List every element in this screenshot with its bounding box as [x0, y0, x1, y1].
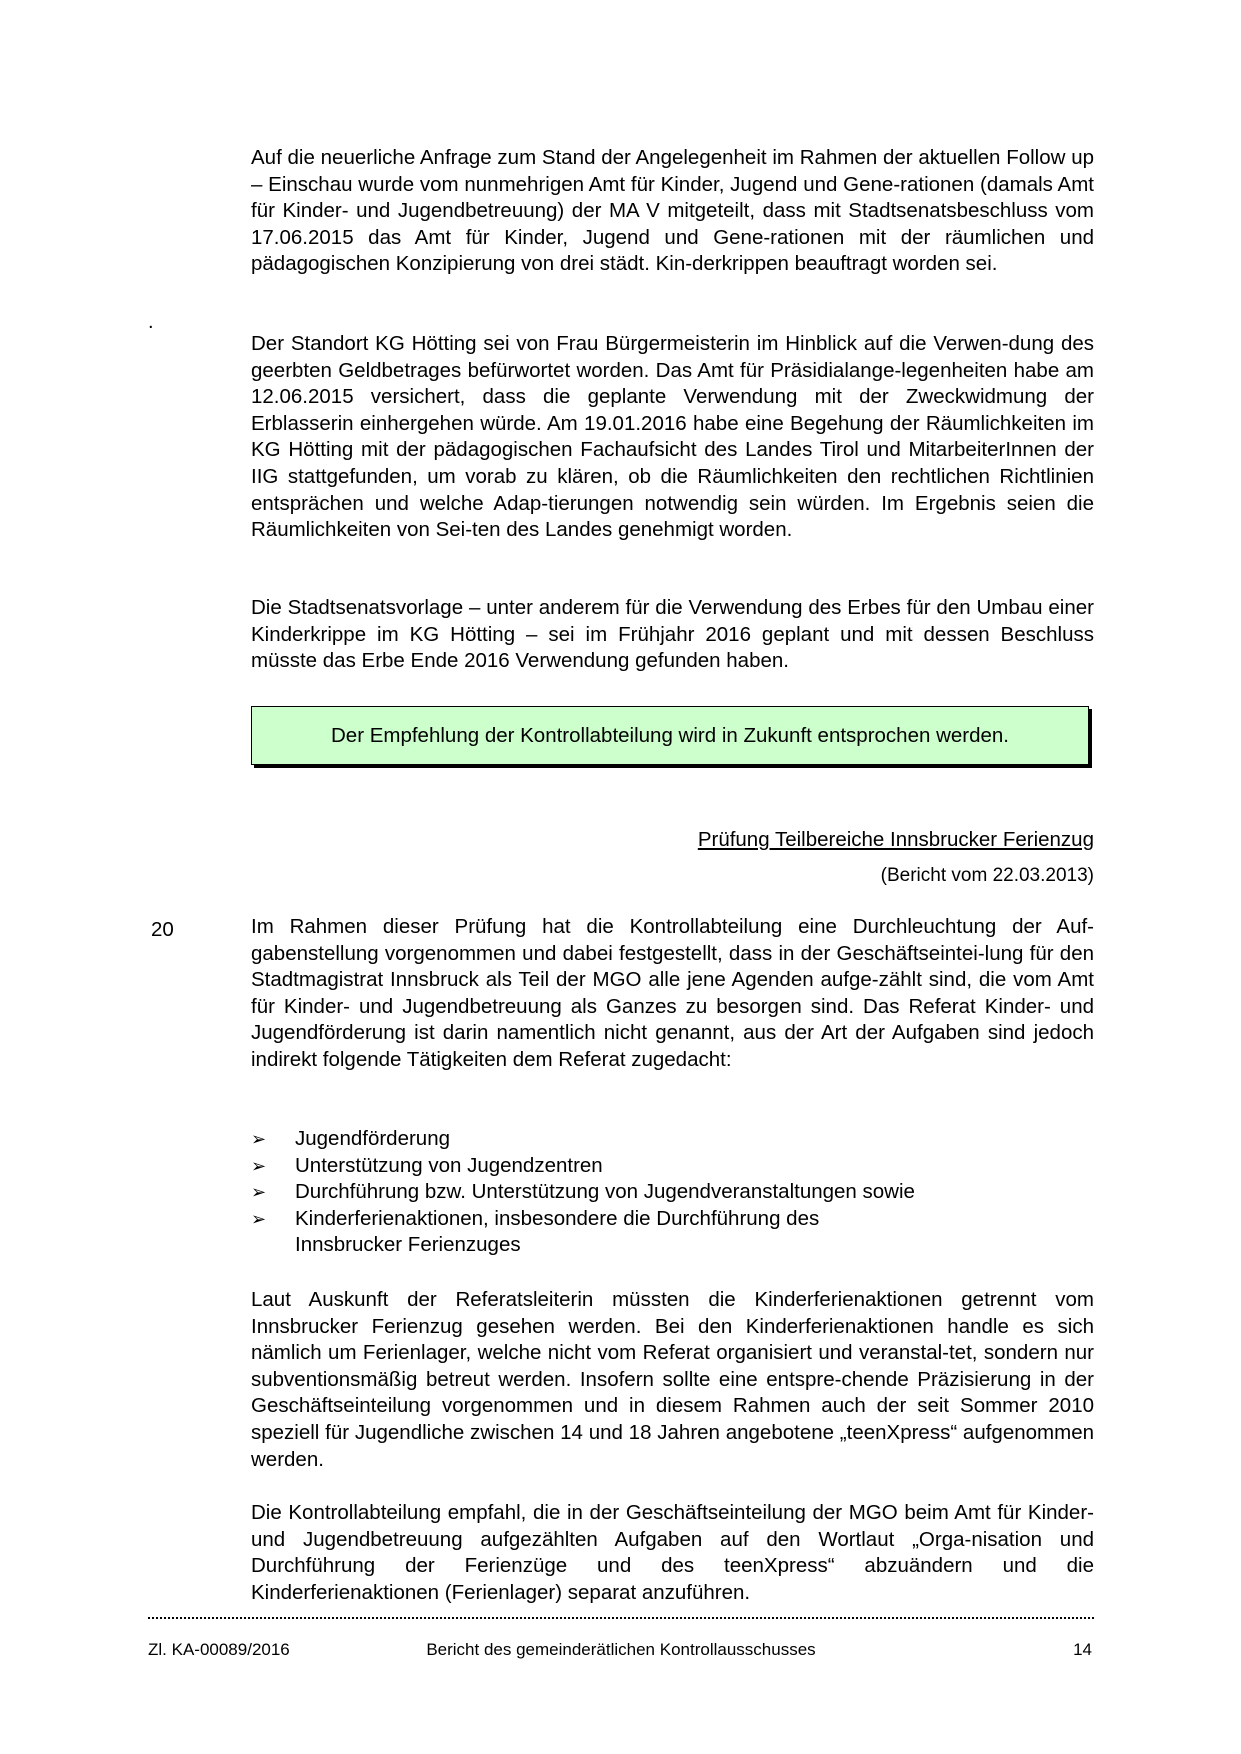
section-subtitle: (Bericht vom 22.03.2013)	[880, 865, 1094, 886]
footer-separator	[148, 1617, 1094, 1619]
item-number: 20	[151, 918, 174, 941]
paragraph-referatsleiterin: Laut Auskunft der Referatsleiterin müssten die Kinderferienaktionen getrennt vom Innsbrucker Ferienzug gesehen werden. Bei den Kinderferienaktionen handle es sich nämlich um Ferienlager, welche nicht vom Referat organisiert und veranstal-tet, sondern nur subventionsmäßig betreut werden. Insofern sollte eine entspre-chende Präzisierung in der Geschäftseinteilung vorgenommen und in diesem Rahmen auch der seit Sommer 2010 speziell für Jugendliche zwischen 14 und 18 Jahren angebotene „teenXpress“ aufgenommen werden.	[251, 1288, 1094, 1471]
section-title: Prüfung Teilbereiche Innsbrucker Ferienzug	[697, 828, 1094, 851]
arrow-bullet-icon: ➢	[251, 1129, 267, 1149]
paragraph-follow-up: Auf die neuerliche Anfrage zum Stand der Angelegenheit im Rahmen der aktuellen Follow up – Einschau wurde vom nunmehrigen Amt für Kinder, Jugend und Gene-rationen (damals Amt für Kinder- und Jugendbetreuung) der MA V mitgeteilt, dass mit Stadtsenatsbeschluss vom 17.06.2015 das Amt für Kinder, Jugend und Gene-rationen mit der räumlichen und pädagogischen Konzipierung von drei städt. Kin-derkrippen beauftragt worden sei.	[251, 146, 1094, 276]
statement-box	[251, 706, 1089, 765]
arrow-bullet-icon: ➢	[251, 1182, 267, 1203]
paragraph-standort: Der Standort KG Hötting sei von Frau Bürgermeisterin im Hinblick auf die Verwen-dung des geerbten Geldbetrages befürwortet worden. Das Amt für Präsidialange-legenheiten habe am 12.06.2015 versichert, dass die geplante Verwendung mit der Zweckwidmung der Erblasserin einhergehen würde. Am 19.01.2016 habe eine Begehung der Räumlichkeiten im KG Hötting mit der pädagogischen Fachaufsicht des Landes Tirol und MitarbeiterInnen der IIG stattgefunden, um vorab zu klären, ob die Räumlichkeiten den rechtlichen Richtlinien entsprächen und welche Adap-tierungen notwendig sein würden. Im Ergebnis seien die Räumlichkeiten von Sei-ten des Landes genehmigt worden.	[251, 332, 1094, 542]
paragraph-pruefung: Im Rahmen dieser Prüfung hat die Kontrollabteilung eine Durchleuchtung der Auf-gabenstellung vorgenommen und dabei festgestellt, dass in der Geschäftseintei-lung für den Stadtmagistrat Innsbruck als Teil der MGO alle jene Agenden aufge-zählt sind, die vom Amt für Kinder- und Jugendbetreuung als Ganzes zu besorgen sind. Das Referat Kinder- und Jugendförderung ist darin namentlich nicht genannt, aus der Art der Aufgaben sind jedoch indirekt folgende Tätigkeiten dem Referat zugedacht:	[251, 915, 1094, 1071]
paragraph-stadtsenatsvorlage: Die Stadtsenatsvorlage – unter anderem für die Verwendung des Erbes für den Umbau einer Kinderkrippe im KG Hötting – sei im Frühjahr 2016 geplant und mit dessen Beschluss müsste das Erbe Ende 2016 Verwendung gefunden haben.	[251, 596, 1094, 673]
list-item: ➢ Jugendförderung	[251, 1126, 1094, 1153]
paragraph-empfehlung: Die Kontrollabteilung empfahl, die in der Geschäftseinteilung der MGO beim Amt für Kinder- und Jugendbetreuung aufgezählten Aufgaben auf den Wortlaut „Orga-nisation und Durchführung der Ferienzüge und des teenXpress“ abzuändern und die Kinderferienaktionen (Ferienlager) separat anzuführen.	[251, 1501, 1094, 1604]
page-footer	[148, 1640, 1094, 1664]
statement-box-text: Der Empfehlung der Kontrollabteilung wird in Zukunft entsprochen werden.	[330, 723, 1010, 747]
margin-dot: .	[148, 311, 154, 333]
task-list	[251, 1126, 1094, 1259]
page-number: 14	[1073, 1640, 1092, 1659]
list-item: ➢ Unterstützung von Jugendzentren	[251, 1153, 1094, 1180]
list-item: ➢ Kinderferienaktionen, insbesondere die Durchführung des Innsbrucker Ferienzuges	[251, 1206, 820, 1257]
arrow-bullet-icon: ➢	[251, 1208, 267, 1229]
arrow-bullet-icon: ➢	[251, 1155, 267, 1176]
list-item: ➢ Durchführung bzw. Unterstützung von Jugendveranstaltungen sowie	[251, 1179, 1094, 1206]
footer-reference: Zl. KA-00089/2016	[148, 1640, 290, 1659]
footer-title: Bericht des gemeinderätlichen Kontrollausschusses	[426, 1640, 816, 1659]
